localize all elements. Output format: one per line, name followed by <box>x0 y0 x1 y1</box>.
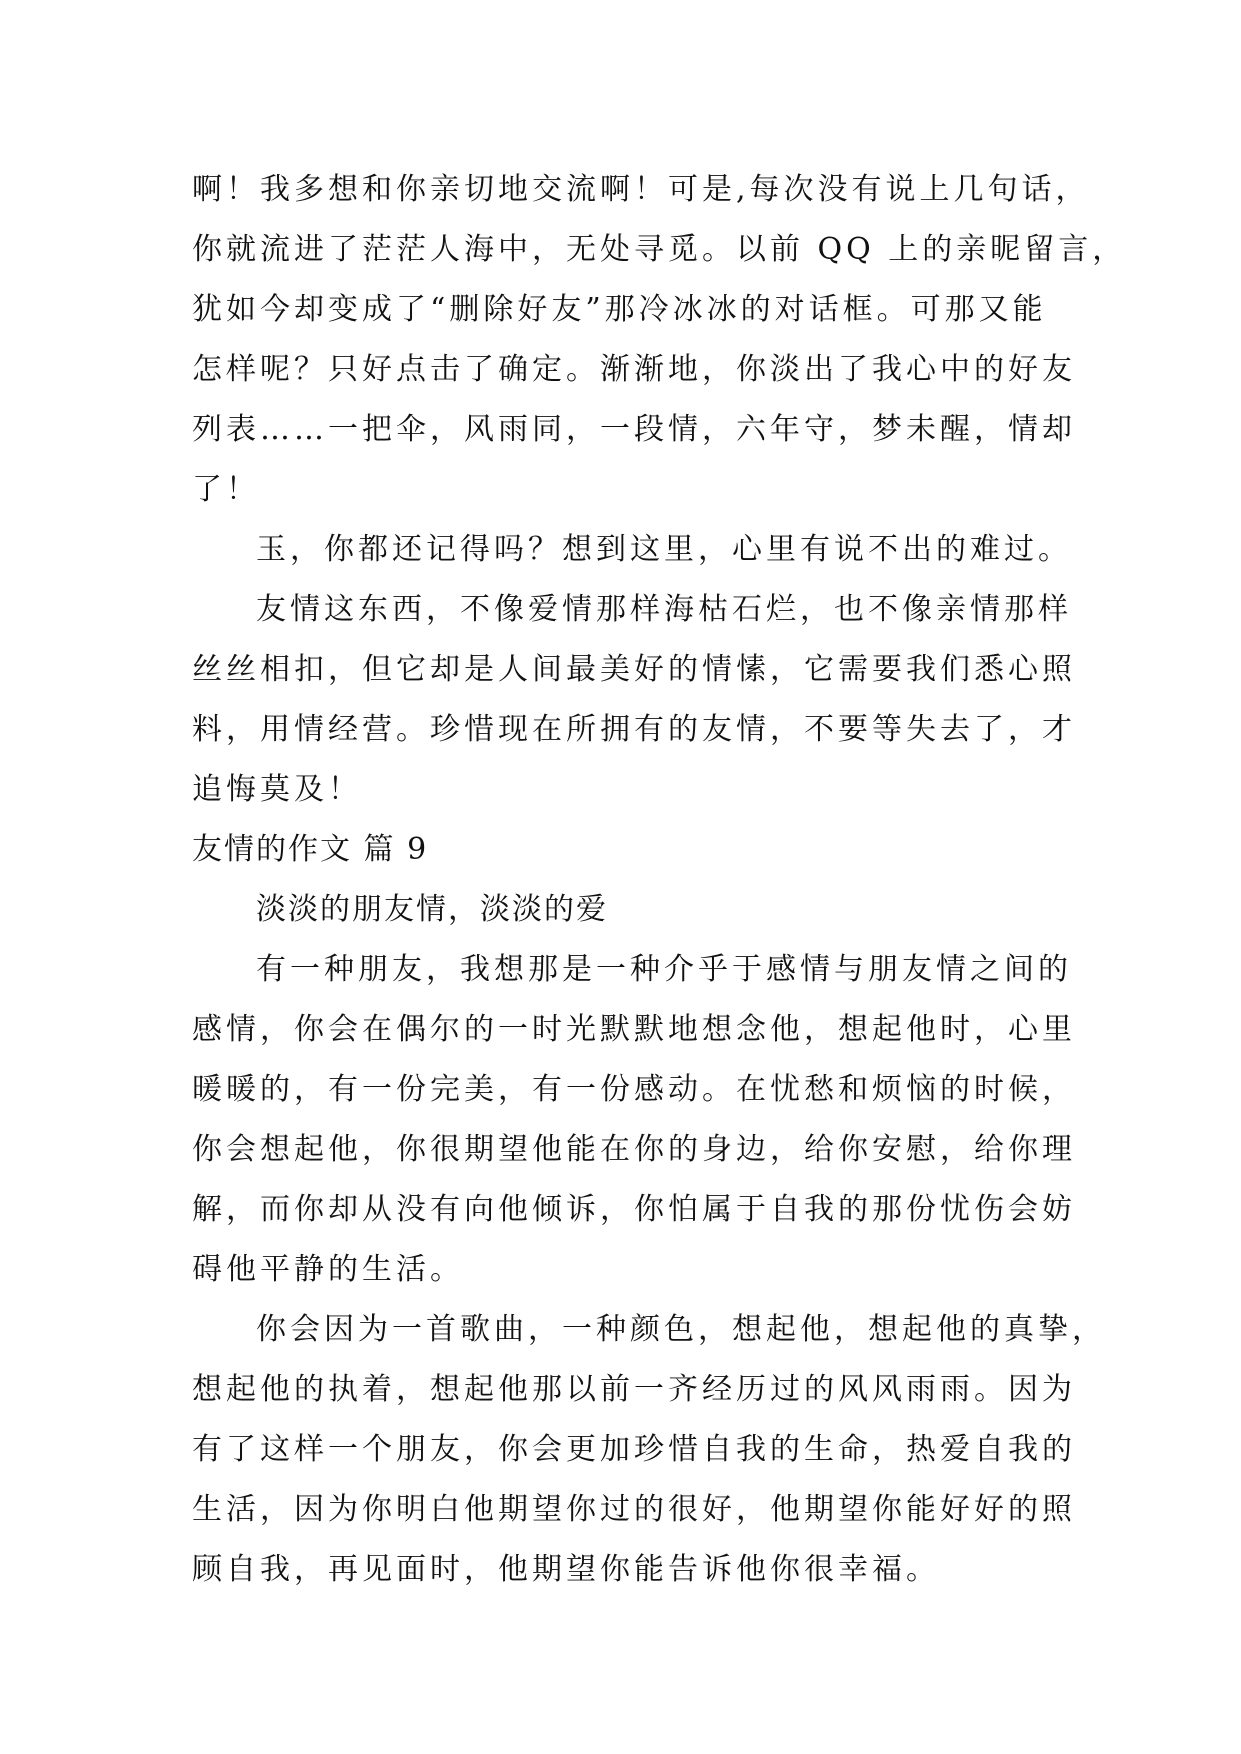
paragraph-continuation <box>192 160 1127 520</box>
text-line: 有一种朋友，我想那是一种介乎于感情与朋友情之间的 <box>256 952 1072 987</box>
paragraph-memory <box>192 520 1082 580</box>
text-line: 玉，你都还记得吗？想到这里，心里有说不出的难过。 <box>256 532 1072 567</box>
text-line: 友情这东西，不像爱情那样海枯石烂，也不像亲情那样 <box>256 592 1072 627</box>
text-line: 你会想起他，你很期望他能在你的身边，给你安慰，给你理 <box>192 1132 1076 1167</box>
text-line: 碍他平静的生活。 <box>192 1252 464 1287</box>
paragraph-song <box>192 1300 1106 1600</box>
text-line: 生活，因为你明白他期望你过的很好，他期望你能好好的照 <box>192 1492 1076 1527</box>
text-line: 了！ <box>192 472 260 507</box>
text-line: 犹如今却变成了“删除好友”那冷冰冰的对话框。可那又能 <box>192 292 1047 327</box>
paragraph-kind-of-friend <box>192 940 1082 1300</box>
text-line: 有了这样一个朋友，你会更加珍惜自我的生命，热爱自我的 <box>192 1432 1076 1467</box>
text-line: 追悔莫及！ <box>192 772 362 807</box>
text-line: 你会因为一首歌曲，一种颜色，想起他，想起他的真挚， <box>256 1312 1106 1347</box>
text-line: 怎样呢？只好点击了确定。渐渐地，你淡出了我心中的好友 <box>192 352 1076 387</box>
text-line: 料，用情经营。珍惜现在所拥有的友情，不要等失去了，才 <box>192 712 1076 747</box>
text-line: 想起他的执着，想起他那以前一齐经历过的风风雨雨。因为 <box>192 1372 1076 1407</box>
document-body <box>192 160 1127 1600</box>
section-heading: 友情的作文 篇 9 <box>192 832 429 867</box>
text-line: 暖暖的，有一份完美，有一份感动。在忧愁和烦恼的时候， <box>192 1072 1076 1107</box>
text-line: 感情，你会在偶尔的一时光默默地想念他，想起他时，心里 <box>192 1012 1076 1047</box>
text-line: 啊！我多想和你亲切地交流啊！可是,每次没有说上几句话， <box>192 172 1090 207</box>
essay-title: 淡淡的朋友情，淡淡的爱 <box>256 892 608 927</box>
text-line: 顾自我，再见面时，他期望你能告诉他你很幸福。 <box>192 1552 940 1587</box>
text-line: 你就流进了茫茫人海中，无处寻觅。以前 QQ 上的亲昵留言， <box>192 232 1127 267</box>
paragraph-friendship <box>192 580 1082 820</box>
text-line: 列表……一把伞，风雨同，一段情，六年守，梦未醒，情却 <box>192 412 1076 447</box>
text-line: 解，而你却从没有向他倾诉，你怕属于自我的那份忧伤会妨 <box>192 1192 1076 1227</box>
text-line: 丝丝相扣，但它却是人间最美好的情愫，它需要我们悉心照 <box>192 652 1076 687</box>
